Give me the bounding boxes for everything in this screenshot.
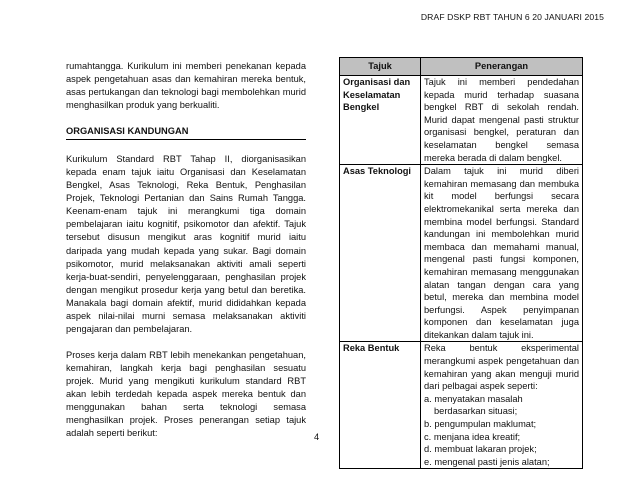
column-header-tajuk: Tajuk <box>340 58 421 76</box>
topic-cell: Organisasi dan Keselamatan Bengkel <box>340 76 421 165</box>
topic-cell: Asas Teknologi <box>340 165 421 342</box>
table-row <box>340 342 583 469</box>
paragraph-process: Proses kerja dalam RBT lebih menekankan pengetahuan, kemahiran, langkah kerja bagi penghasilan sesuatu projek. Murid yang mengikuti kurikulum standard RBT akan lebih terdedah kepada aspek mereka bentuk dan menggunakan bahan serta teknologi semasa menghasilkan projek. Proses penerangan setiap tajuk adalah seperti berikut: <box>66 349 306 439</box>
list-item: d. membuat lakaran projek; <box>424 444 537 455</box>
paragraph-intro: rumahtangga. Kurikulum ini memberi penekanan kepada aspek pengetahuan asas dan kemahiran mereka bentuk, asas pertukangan dan teknologi bagi membolehkan murid menghasilkan produk yang berkualiti. <box>66 61 306 111</box>
paragraph-organisation: Kurikulum Standard RBT Tahap II, diorganisasikan kepada enam tajuk iaitu Organisasi dan Keselamatan Bengkel, Asas Teknologi, Reka Bentuk, Penghasilan Projek, Teknologi Pertanian dan Sains Rumah Tangga. Keenam-enam tajuk ini merangkumi tiga domain pembelajaran iaitu kognitif, psikomotor dan afektif. Tajuk tersebut disusun mengikut aras kognitif murid iaitu daripada yang mudah kepada yang sukar. Bagi domain psikomotor, murid melaksanakan aktiviti amali seperti kerja-buat-sendiri, penyelenggaraan, penghasilan projek dengan mengikut prosedur kerja yang betul dan beretika. Manakala bagi domain afektif, murid dididahkan kepada aspek nilai-nilai murni semasa melaksanakan aktiviti pengajaran dan pembelajaran. <box>66 154 306 334</box>
column-header-penerangan: Penerangan <box>421 58 583 76</box>
list-item: a. menyatakan masalah <box>424 393 523 404</box>
section-heading: ORGANISASI KANDUNGAN <box>66 125 306 140</box>
list-item: berdasarkan situasi; <box>434 406 518 417</box>
page-number: 4 <box>314 432 320 442</box>
topics-table <box>339 57 583 469</box>
table-header-row <box>340 58 583 76</box>
table-row <box>340 76 583 165</box>
left-column <box>66 60 306 440</box>
list-item: e. mengenal pasti jenis alatan; <box>424 456 550 467</box>
description-cell: Tajuk ini memberi pendedahan kepada murid terhadap suasana bengkel RBT di sekolah rendah. Murid dapat mengenal pasti struktur organisasi bengkel, peraturan dan keselamatan bengkel semasa mereka berada di dalam bengkel. <box>421 76 583 165</box>
description-cell: Dalam tajuk ini murid diberi kemahiran memasang dan membuka kit model berfungsi secara elektromekanikal serta mereka dan membina model berfungsi. Standard kandungan ini membolehkan murid membaca dan memahami manual, mengenal pasti fungsi komponen, kemahiran memasang menggunakan alatan tangan dengan cara yang betul, mereka dan membina model berfungsi. Aspek penyimpanan komponen dan keselamatan juga ditekankan dalam tajuk ini. <box>421 165 583 342</box>
aspect-list <box>424 393 579 469</box>
description-text: Reka bentuk eksperimental merangkumi aspek pengetahuan dan kemahiran yang akan menguji murid dari pelbagai aspek seperti: <box>424 343 579 392</box>
description-cell <box>421 342 583 469</box>
table-row <box>340 165 583 342</box>
document-header: DRAF DSKP RBT TAHUN 6 20 JANUARI 2015 <box>420 12 604 22</box>
list-item: b. pengumpulan maklumat; <box>424 419 537 430</box>
list-item: c. menjana idea kreatif; <box>424 431 521 442</box>
topic-cell: Reka Bentuk <box>340 342 421 469</box>
